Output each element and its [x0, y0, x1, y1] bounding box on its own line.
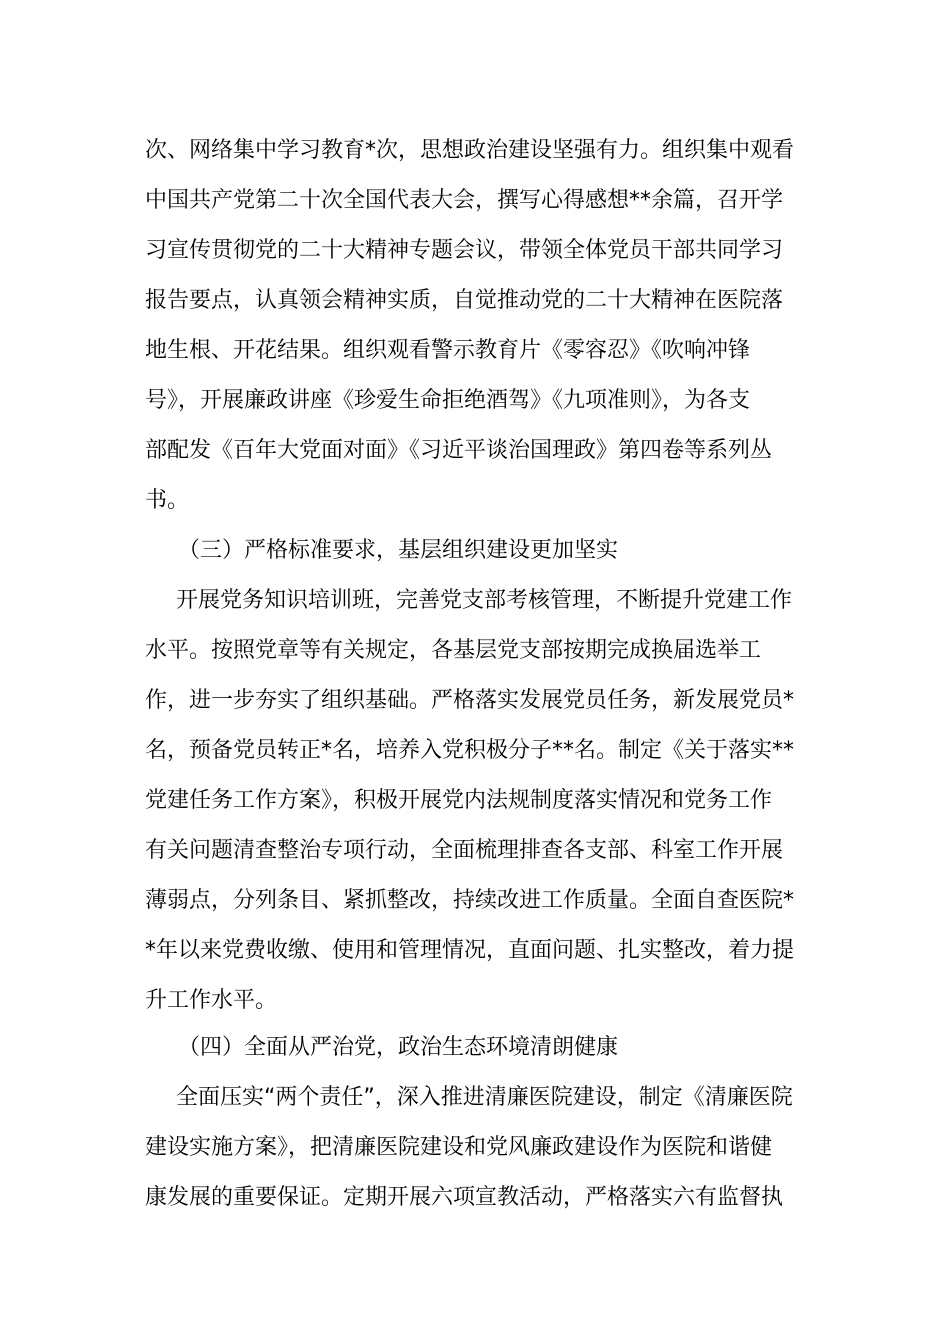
- body-text-line: 次、网络集中学习教育*次，思想政治建设坚强有力。组织集中观看: [145, 138, 795, 163]
- body-text-line: 升工作水平。: [145, 988, 278, 1013]
- body-text-line: 建设实施方案》，把清廉医院建设和党风廉政建设作为医院和谐健: [145, 1135, 773, 1160]
- body-text-line: 康发展的重要保证。定期开展六项宣教活动，严格落实六有监督执: [145, 1185, 784, 1210]
- section-heading-3: （三）严格标准要求，基层组织建设更加坚实: [178, 538, 619, 563]
- body-text-line: 水平。按照党章等有关规定，各基层党支部按期完成换届选举工: [145, 638, 762, 663]
- body-text-line: 薄弱点，分列条目、紧抓整改，持续改进工作质量。全面自查医院*: [145, 888, 795, 913]
- body-text-line: 有关问题清查整治专项行动，全面梳理排查各支部、科室工作开展: [145, 838, 784, 863]
- body-text-line: 书。: [145, 488, 190, 513]
- body-text-line: 中国共产党第二十次全国代表大会，撰写心得感想**余篇，召开学: [145, 188, 784, 213]
- body-text-line: 作，进一步夯实了组织基础。严格落实发展党员任务，新发展党员*: [145, 688, 795, 713]
- paragraph-first-line: 全面压实“两个责任”，深入推进清廉医院建设，制定《清廉医院: [176, 1085, 793, 1110]
- body-text-line: *年以来党费收缴、使用和管理情况，直面问题、扎实整改，着力提: [145, 938, 795, 963]
- body-text-line: 地生根、开花结果。组织观看警示教育片《零容忍》《吹响冲锋: [145, 338, 751, 363]
- section-heading-4: （四）全面从严治党，政治生态环境清朗健康: [178, 1035, 619, 1060]
- body-text-line: 号》，开展廉政讲座《珍爱生命拒绝酒驾》《九项准则》，为各支: [145, 388, 751, 413]
- body-text-line: 名，预备党员转正*名，培养入党积极分子**名。制定《关于落实**: [145, 738, 795, 763]
- body-text-line: 党建任务工作方案》，积极开展党内法规制度落实情况和党务工作: [145, 788, 773, 813]
- body-text-line: 报告要点，认真领会精神实质，自觉推动党的二十大精神在医院落: [145, 288, 784, 313]
- body-text-line: 部配发《百年大党面对面》《习近平谈治国理政》第四卷等系列丛: [145, 438, 773, 463]
- body-text-line: 习宣传贯彻党的二十大精神专题会议，带领全体党员干部共同学习: [145, 238, 784, 263]
- paragraph-first-line: 开展党务知识培训班，完善党支部考核管理，不断提升党建工作: [176, 588, 793, 613]
